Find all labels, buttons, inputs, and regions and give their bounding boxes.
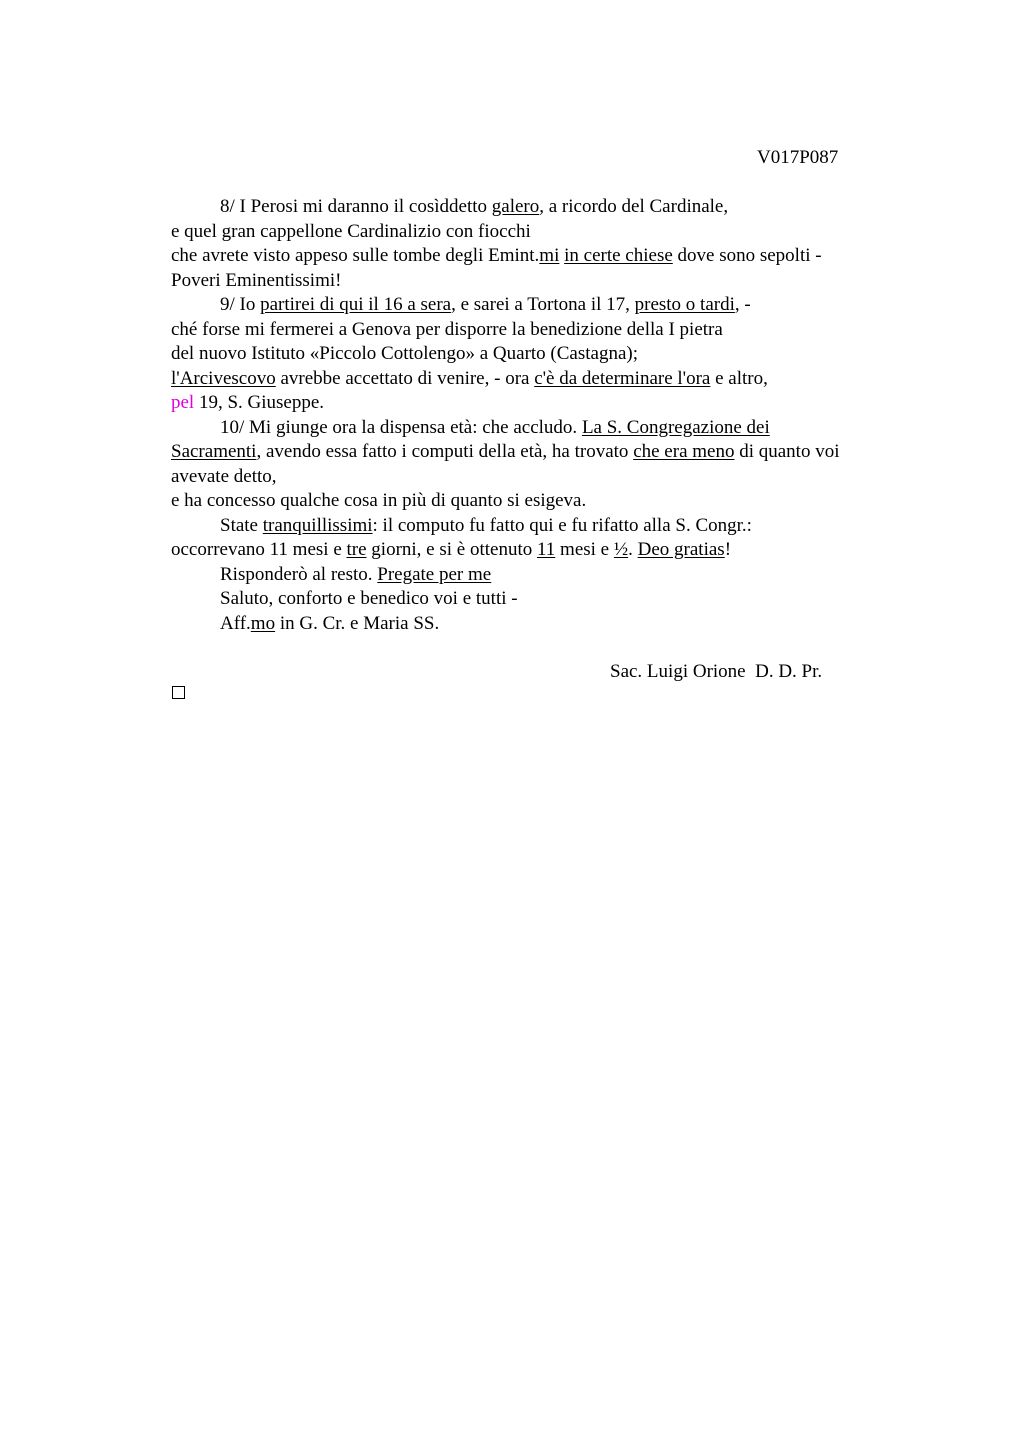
underlined-text: mo xyxy=(250,612,276,634)
underlined-text: La S. Congregazione dei xyxy=(581,416,770,438)
paragraph-8-line-3 xyxy=(171,244,911,269)
paragraph-10-line-3: avevate detto, xyxy=(171,465,277,487)
underlined-text: mi xyxy=(539,245,560,266)
underlined-text: Deo gratias xyxy=(637,539,725,560)
text-span: Risponderò al resto. xyxy=(220,563,378,585)
underlined-text: galero xyxy=(491,196,540,217)
underlined-text: l'Arcivescovo xyxy=(171,367,276,389)
paragraph-9-line-2: ché forse mi fermerei a Genova per disporre la benedizione della I pietra xyxy=(171,318,723,340)
text-span: 10/ Mi giunge ora la dispensa età: che accludo. xyxy=(220,416,582,438)
paragraph-8-line-4: Poveri Eminentissimi! xyxy=(171,269,342,291)
paragraph-10-line-1 xyxy=(171,416,911,441)
text-span: giorni, e si è ottenuto xyxy=(366,539,537,560)
paragraph-9-line-4 xyxy=(171,367,911,392)
signature: Sac. Luigi Orione D. D. Pr. xyxy=(610,661,823,682)
paragraph-10-line-2 xyxy=(171,440,911,465)
text-span: Aff. xyxy=(220,612,251,634)
text-span: 8/ I Perosi mi daranno il cosìddetto xyxy=(220,196,492,217)
paragraph-11-line-1 xyxy=(171,514,911,539)
paragraph-9-line-5 xyxy=(171,391,911,416)
text-span: State xyxy=(220,514,263,536)
text-span: 19, S. Giuseppe. xyxy=(194,392,325,413)
underlined-text: c'è da determinare l'ora xyxy=(534,367,711,389)
paragraph-8-line-2: e quel gran cappellone Cardinalizio con fiocchi xyxy=(171,220,531,242)
underlined-text: tranquillissimi xyxy=(262,514,373,536)
text-span: dove sono sepolti - xyxy=(672,245,822,266)
text-span: avrebbe accettato di venire, - ora xyxy=(275,367,535,389)
underlined-text: partirei di qui il 16 a sera xyxy=(260,294,452,315)
text-span: in G. Cr. e Maria SS. xyxy=(275,612,440,634)
closing-line-3 xyxy=(171,612,911,637)
closing-line-1 xyxy=(171,563,911,588)
text-span: . xyxy=(628,539,638,560)
closing-line-2: Saluto, conforto e benedico voi e tutti - xyxy=(220,588,518,609)
paragraph-11-line-2 xyxy=(171,538,911,563)
underlined-text: Pregate per me xyxy=(377,563,492,585)
paragraph-9-line-1 xyxy=(171,293,911,318)
underlined-text: in certe chiese xyxy=(564,245,673,266)
text-span: , a ricordo del Cardinale, xyxy=(539,196,729,217)
text-span: occorrevano 11 mesi e xyxy=(171,539,347,560)
text-span: , avendo essa fatto i computi della età, ha trovato xyxy=(256,441,634,462)
highlighted-text: pel xyxy=(171,392,195,413)
end-square-icon xyxy=(172,686,185,699)
page-id: V017P087 xyxy=(757,147,839,168)
underlined-text: tre xyxy=(346,539,367,560)
underlined-text: 11 xyxy=(537,539,556,560)
underlined-text: ½ xyxy=(613,539,629,560)
text-span: di quanto voi xyxy=(734,441,840,462)
underlined-text: presto o tardi xyxy=(634,294,735,315)
paragraph-10-line-4: e ha concesso qualche cosa in più di quanto si esigeva. xyxy=(171,490,587,511)
paragraph-8-line-1 xyxy=(171,195,911,220)
underlined-text: che era meno xyxy=(633,441,735,462)
text-span: che avrete visto appeso sulle tombe degli Emint. xyxy=(171,245,540,266)
letter-body xyxy=(171,195,911,636)
underlined-text: Sacramenti xyxy=(171,441,257,462)
text-span: , e sarei a Tortona il 17, xyxy=(451,294,635,315)
text-span: mesi e xyxy=(555,539,614,560)
text-span: e altro, xyxy=(710,367,768,389)
text-span: ! xyxy=(724,539,732,560)
text-span: 9/ Io xyxy=(220,294,261,315)
paragraph-9-line-3: del nuovo Istituto «Piccolo Cottolengo» a Quarto (Castagna); xyxy=(171,343,639,364)
text-span: , - xyxy=(734,294,751,315)
text-span: : il computo fu fatto qui e fu rifatto alla S. Congr.: xyxy=(372,514,752,536)
